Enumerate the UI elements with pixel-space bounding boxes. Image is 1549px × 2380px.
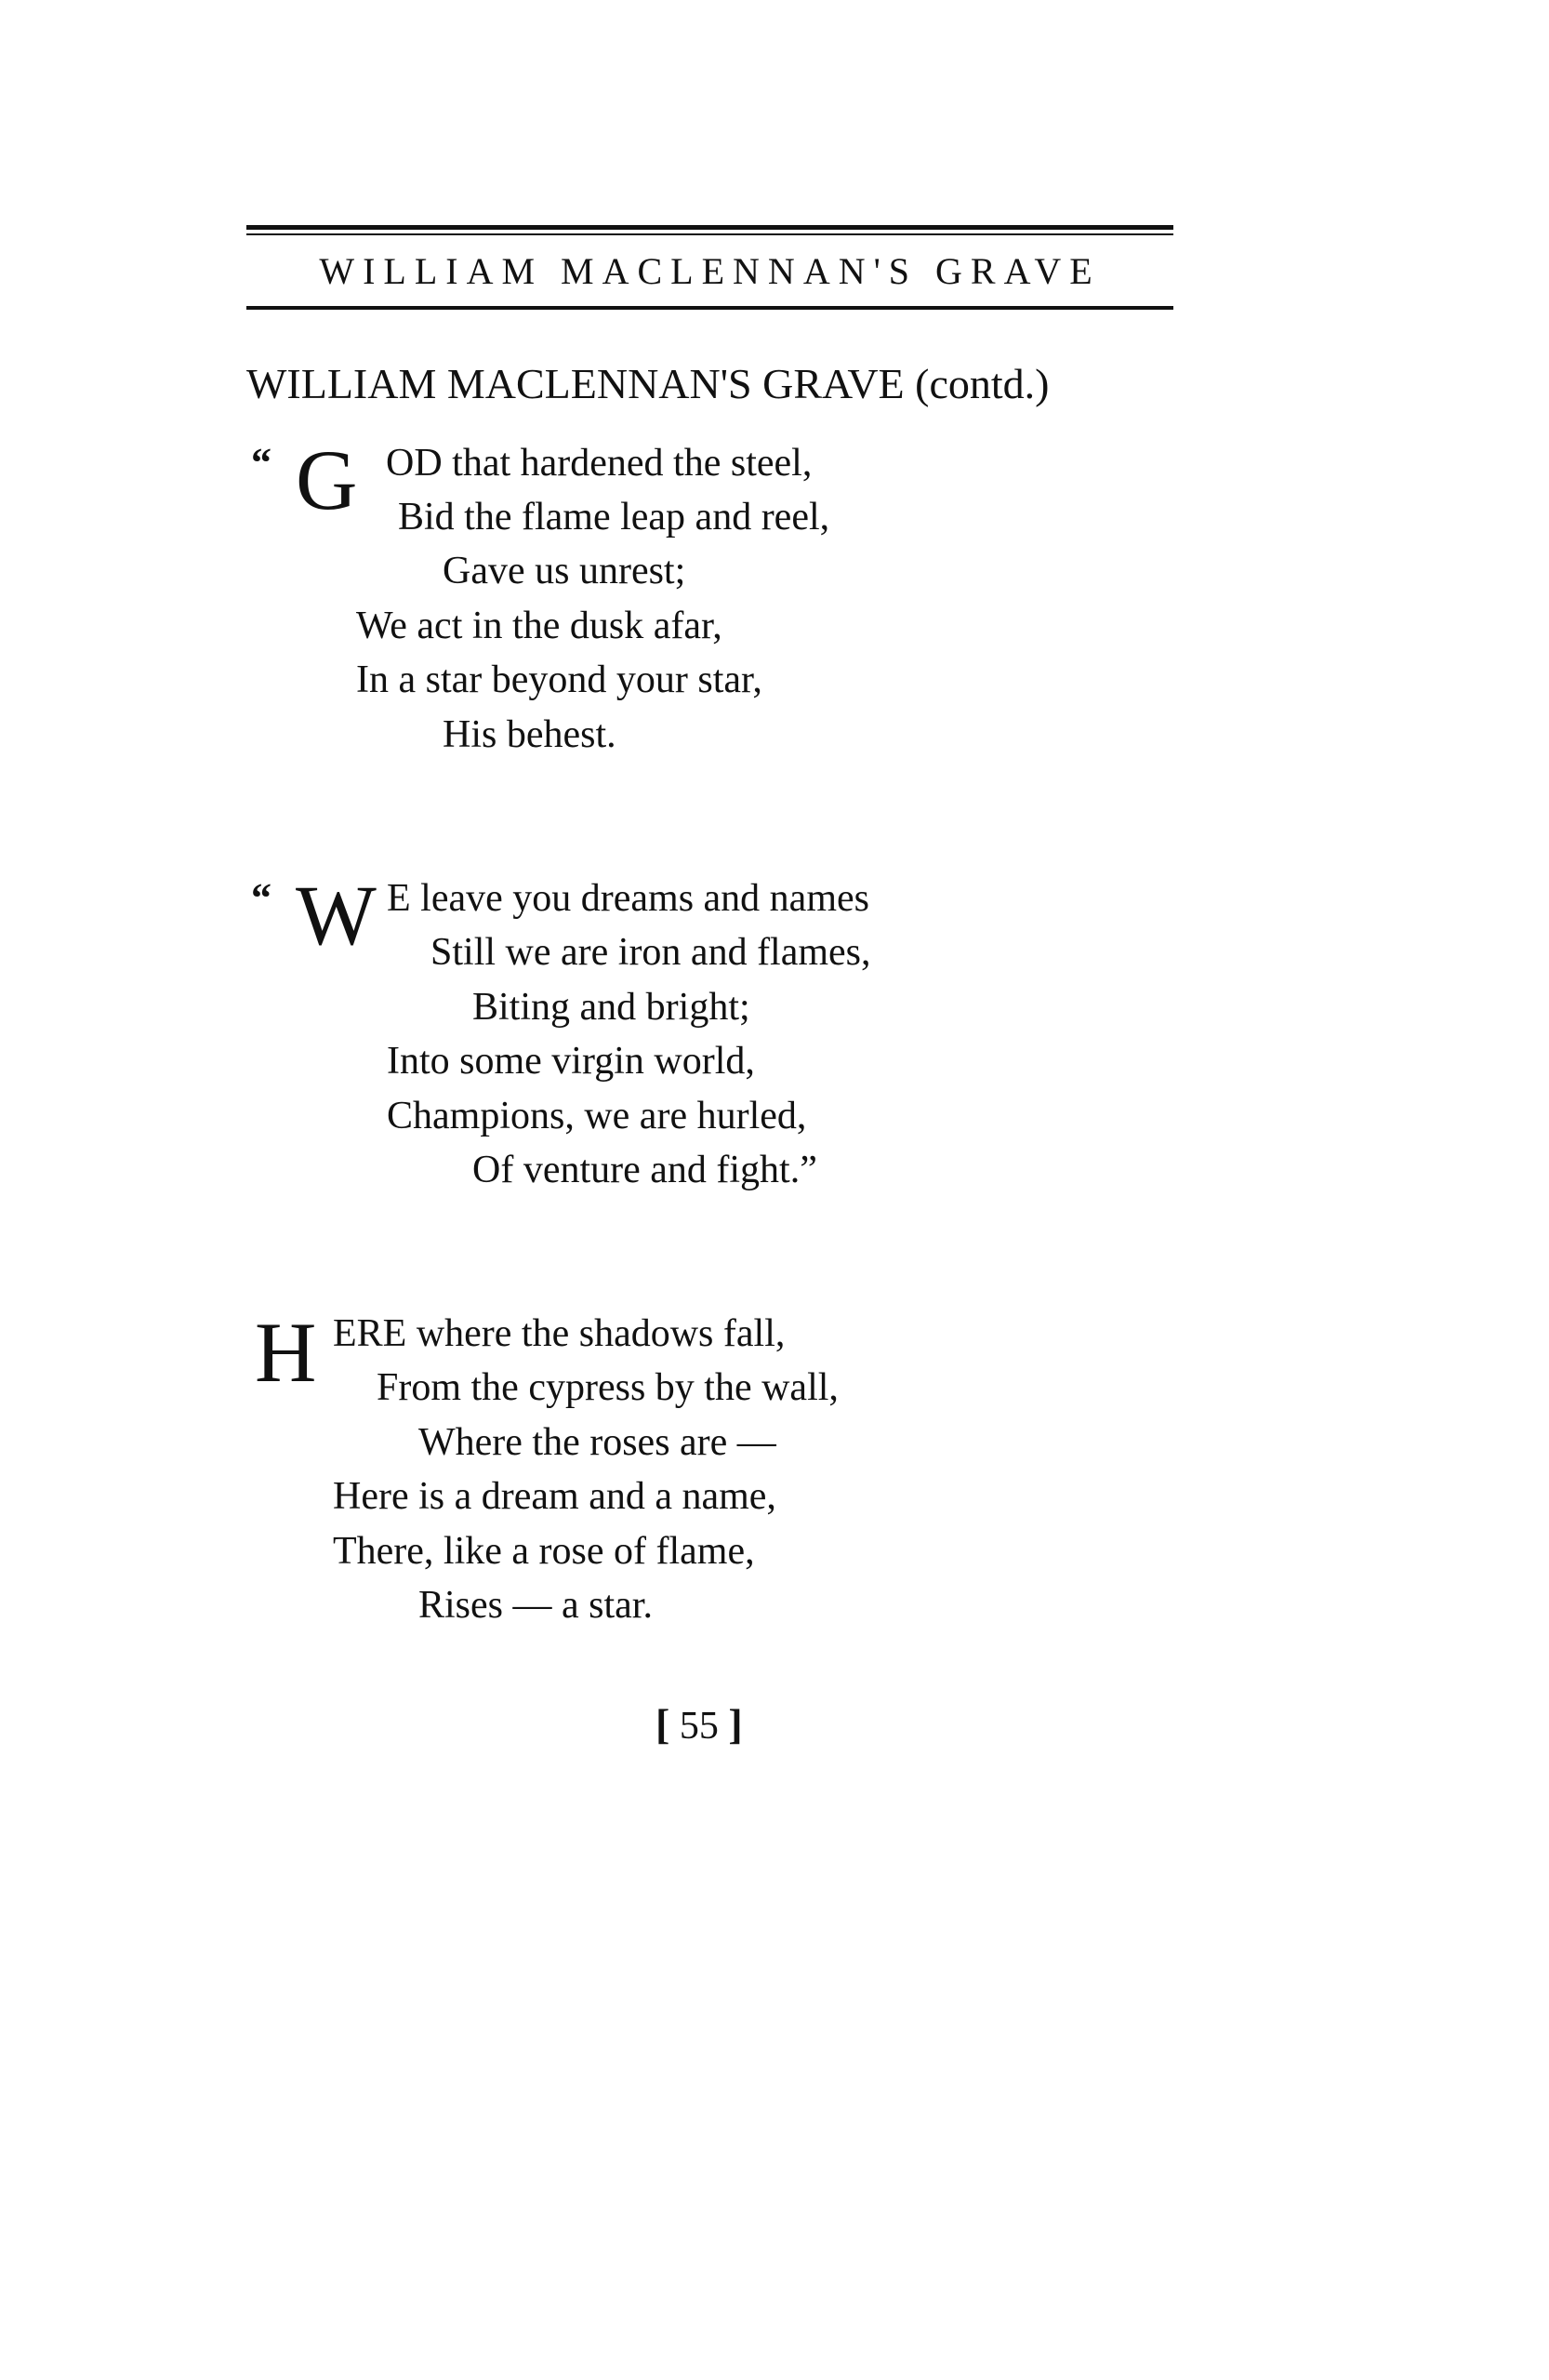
verse-line: Bid the flame leap and reel, <box>398 496 830 538</box>
verse-line: There, like a rose of flame, <box>333 1530 755 1573</box>
header-rule-thin <box>246 233 1173 235</box>
page-number-bracket-close: ] <box>728 1700 743 1748</box>
verse-line: Champions, we are hurled, <box>387 1095 807 1137</box>
verse-line: We act in the dusk afar, <box>356 605 722 647</box>
verse-line: Gave us unrest; <box>443 550 686 592</box>
verse-line: Here is a dream and a name, <box>333 1475 776 1518</box>
verse-line: Rises — a star. <box>418 1584 653 1627</box>
running-head: WILLIAM MACLENNAN'S GRAVE <box>319 250 1101 292</box>
verse-line: Still we are iron and flames, <box>430 931 871 974</box>
verse-line: In a star beyond your star, <box>356 658 762 701</box>
section-title: WILLIAM MACLENNAN'S GRAVE (contd.) <box>246 360 1050 407</box>
open-quote: “ <box>251 875 271 921</box>
verse-line: E leave you dreams and names <box>387 877 869 920</box>
verse-line: OD that hardened the steel, <box>386 442 813 485</box>
page-number-bracket-open: [ <box>655 1700 670 1748</box>
verse-line: Of venture and fight.” <box>472 1149 817 1191</box>
drop-cap: W <box>296 868 377 963</box>
verse-line: Biting and bright; <box>472 986 750 1029</box>
page-number <box>655 1700 743 1750</box>
drop-cap: G <box>296 432 358 527</box>
header-rule-bottom <box>246 306 1173 310</box>
open-quote: “ <box>251 440 271 485</box>
verse-line: From the cypress by the wall, <box>377 1366 839 1409</box>
verse-line: Into some virgin world, <box>387 1040 755 1083</box>
verse-line: Where the roses are — <box>418 1421 776 1464</box>
verse-line: ERE where the shadows fall, <box>333 1312 786 1355</box>
page-number-value: 55 <box>679 1705 719 1748</box>
header-rule-thick <box>246 225 1173 230</box>
verse-line: His behest. <box>443 713 616 756</box>
drop-cap: H <box>255 1305 317 1400</box>
